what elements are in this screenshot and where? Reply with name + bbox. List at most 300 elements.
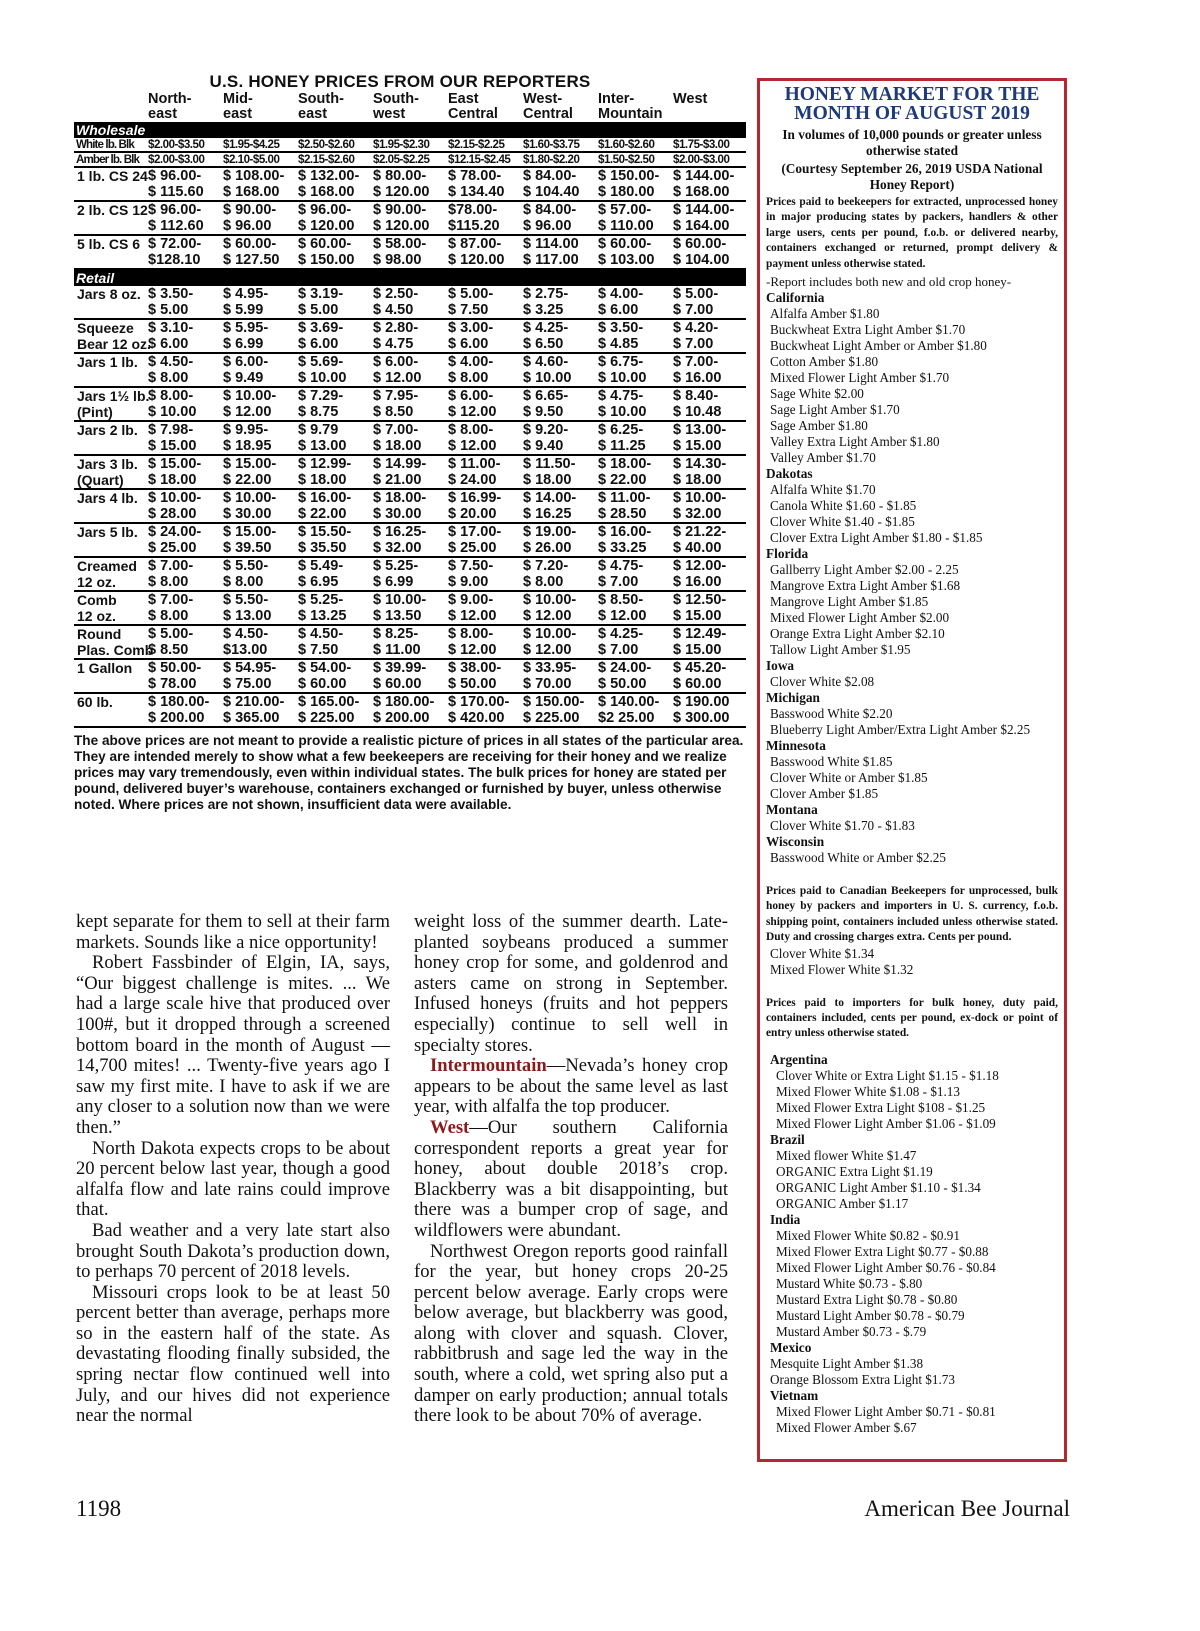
price-item: Sage Amber $1.80 <box>770 418 868 434</box>
price-row <box>74 489 746 523</box>
price-high: $ 96.00 <box>523 218 572 234</box>
price-item: Gallberry Light Amber $2.00 - 2.25 <box>770 562 959 578</box>
price-low: $ 5.49- <box>298 558 344 574</box>
price-low: $ 4.60- <box>523 354 569 370</box>
price-low: $ 150.00- <box>523 694 585 710</box>
price-low: $ 3.00- <box>448 320 494 336</box>
price-cell <box>521 625 596 659</box>
price-high: $ 8.75 <box>298 404 339 420</box>
price-high: $ 98.00 <box>373 252 422 268</box>
price-cell <box>671 353 746 387</box>
price-cell: $12.15-$2.45 <box>446 152 521 167</box>
row-label: White lb. Blk <box>74 138 146 152</box>
price-low: $ 6.75- <box>598 354 644 370</box>
price-cell <box>521 421 596 455</box>
price-cell <box>671 455 746 489</box>
price-cell <box>521 591 596 625</box>
price-cell <box>671 659 746 693</box>
price-high: $ 32.00 <box>373 540 422 556</box>
price-item: Mustard White $0.73 - $.80 <box>776 1275 923 1291</box>
price-low: $ 7.00- <box>148 558 194 574</box>
price-low: $ 96.00- <box>148 202 202 218</box>
price-low: $ 150.00- <box>598 168 660 184</box>
price-high: $ 32.00 <box>673 506 722 522</box>
price-high: $ 39.50 <box>223 540 272 556</box>
price-high: $ 12.00 <box>448 642 497 658</box>
price-high: $ 12.00 <box>448 438 497 454</box>
price-high: $ 7.00 <box>598 574 639 590</box>
price-low: $ 12.00- <box>673 558 727 574</box>
price-low: $ 39.99- <box>373 660 427 676</box>
price-row <box>74 319 746 353</box>
region-heading: Intermountain <box>430 1055 547 1077</box>
price-low: $ 16.25- <box>373 524 427 540</box>
price-low: $ 15.00- <box>148 456 202 472</box>
price-table-section <box>74 72 746 813</box>
price-row <box>74 387 746 421</box>
price-high: $ 15.00 <box>673 642 722 658</box>
price-cell: $1.75-$3.00 <box>671 138 746 152</box>
price-item: Clover White $1.40 - $1.85 <box>770 514 915 530</box>
price-cell <box>446 319 521 353</box>
price-low: $ 96.00- <box>148 168 202 184</box>
price-cell <box>296 319 371 353</box>
price-row <box>74 625 746 659</box>
price-low: $ 60.00- <box>673 236 727 252</box>
price-high: $ 30.00 <box>373 506 422 522</box>
price-cell <box>146 387 221 421</box>
price-cell <box>296 489 371 523</box>
price-low: $ 4.50- <box>148 354 194 370</box>
price-item: Valley Amber $1.70 <box>770 450 876 466</box>
article-paragraph: Robert Fassbinder of Elgin, IA, says, “Our biggest challenge is mites. ... We had a large scale hive that produced over 100#, but it dropped through a screened bottom board in the month of August — 14,700 mites! ... Twenty-five years ago I saw my first mite. I have to ask if we are any closer to a solution now than we were then.” <box>76 952 390 1138</box>
price-high: $ 5.00 <box>298 302 339 318</box>
price-cell <box>521 693 596 727</box>
price-cell: $2.00-$3.00 <box>671 152 746 167</box>
price-cell <box>521 286 596 319</box>
price-high: $ 120.00 <box>373 218 430 234</box>
price-cell <box>596 693 671 727</box>
price-cell <box>521 319 596 353</box>
row-label-line2: (Pint) <box>77 404 113 420</box>
price-cell <box>221 591 296 625</box>
column-header <box>596 92 671 122</box>
article-paragraph: Missouri crops look to be at least 50 percent better than average, perhaps more so in the eastern half of the state. As devastating flooding finally subsided, the spring nectar flow continued well into July, and our hives did not experience near the normal <box>76 1281 390 1427</box>
price-high: $ 96.00 <box>223 218 272 234</box>
price-low: $ 21.22- <box>673 524 727 540</box>
price-item: Basswood White or Amber $2.25 <box>770 850 946 866</box>
column-header <box>671 92 746 122</box>
state-heading: Wisconsin <box>766 834 825 850</box>
row-label-line1: Comb <box>77 592 117 608</box>
price-high: $ 60.00 <box>373 676 422 692</box>
price-item: Mixed Flower White $0.82 - $0.91 <box>776 1227 960 1243</box>
price-high: $ 7.50 <box>448 302 489 318</box>
price-low: $ 132.00- <box>298 168 360 184</box>
sidebar-title: HONEY MARKET FOR THE MONTH OF AUGUST 2019 <box>784 84 1040 124</box>
retail-section <box>74 269 746 286</box>
price-cell <box>221 557 296 591</box>
column-header-line1: Mid- <box>223 91 253 107</box>
price-high: $ 120.00 <box>298 218 355 234</box>
price-high: $ 180.00 <box>598 184 655 200</box>
price-item: ORGANIC Light Amber $1.10 - $1.34 <box>776 1179 981 1195</box>
price-item: Sage Light Amber $1.70 <box>770 402 900 418</box>
price-low: $ 2.50- <box>373 286 419 302</box>
price-high: $ 25.00 <box>148 540 197 556</box>
price-high: $ 7.00 <box>673 336 714 352</box>
price-low: $ 9.00- <box>448 592 494 608</box>
price-item: Alfalfa Amber $1.80 <box>770 306 880 322</box>
price-low: $ 18.00- <box>598 456 652 472</box>
column-header-line2: east <box>223 106 253 122</box>
price-low: $ 5.95- <box>223 320 269 336</box>
table-title: U.S. HONEY PRICES FROM OUR REPORTERS <box>209 72 591 91</box>
price-low: $ 18.00- <box>373 490 427 506</box>
price-row <box>74 201 746 235</box>
price-high: $ 9.00 <box>448 574 489 590</box>
price-high: $128.10 <box>148 252 201 268</box>
price-cell: $1.50-$2.50 <box>596 152 671 167</box>
price-high: $ 28.00 <box>148 506 197 522</box>
price-low: $ 7.50- <box>448 558 494 574</box>
column-header <box>521 92 596 122</box>
column-header-line2: west <box>373 106 406 122</box>
price-item: Clover White or Amber $1.85 <box>770 770 928 786</box>
import-country-list <box>766 1052 1058 1436</box>
row-label-line1: Jars 5 lb. <box>77 524 138 540</box>
price-low: $78.00- <box>448 202 498 218</box>
import-prices-note: Prices paid to importers for bulk honey, duty paid, containers included, cents per pound, ex-dock or point of entry unless otherwise stated. <box>766 996 1058 1040</box>
price-cell <box>371 693 446 727</box>
row-label-line2 <box>77 184 146 200</box>
price-row <box>74 353 746 387</box>
price-high: $ 10.48 <box>673 404 722 420</box>
price-high: $ 60.00 <box>298 676 347 692</box>
price-cell <box>596 387 671 421</box>
price-cell <box>221 659 296 693</box>
price-low: $ 10.00- <box>673 490 727 506</box>
price-item: Mesquite Light Amber $1.38 <box>770 1355 924 1371</box>
price-cell <box>221 489 296 523</box>
row-label-line1: Round <box>77 626 122 642</box>
price-item: Buckwheat Light Amber or Amber $1.80 <box>770 338 987 354</box>
price-low: $ 9.95- <box>223 422 269 438</box>
row-label <box>74 693 146 727</box>
price-cell <box>371 353 446 387</box>
price-high: $ 25.00 <box>448 540 497 556</box>
column-header-line1: South- <box>298 91 344 107</box>
price-cell <box>671 421 746 455</box>
price-item: ORGANIC Extra Light $1.19 <box>776 1163 933 1179</box>
price-item: Canola White $1.60 - $1.85 <box>770 498 917 514</box>
price-low: $ 54.95- <box>223 660 277 676</box>
price-high: $ 10.00 <box>148 404 197 420</box>
price-high: $ 110.00 <box>598 218 654 234</box>
price-low: $ 12.50- <box>673 592 727 608</box>
price-low: $ 96.00- <box>298 202 352 218</box>
price-high: $ 9.50 <box>523 404 564 420</box>
price-low: $ 58.00- <box>373 236 427 252</box>
price-high: $ 78.00 <box>148 676 197 692</box>
price-cell <box>296 235 371 269</box>
row-label <box>74 523 146 557</box>
price-high: $ 8.00 <box>148 608 189 624</box>
price-high: $ 9.49 <box>223 370 264 386</box>
price-cell <box>221 455 296 489</box>
column-header-line1: North- <box>148 91 192 107</box>
row-label <box>74 591 146 625</box>
price-high: $ 10.00 <box>598 370 647 386</box>
price-high: $ 3.25 <box>523 302 564 318</box>
paragraph-text: —Nevada’s honey crop appears to be about the same level as last year, with alfalfa the top producer. <box>414 1055 728 1118</box>
column-header-line2: east <box>148 106 178 122</box>
row-label-line2 <box>77 218 146 234</box>
price-cell <box>446 523 521 557</box>
price-low: $ 7.95- <box>373 388 419 404</box>
row-label-line1: 2 lb. CS 12 <box>77 202 148 218</box>
price-low: $ 4.50- <box>223 626 269 642</box>
price-high: $ 120.00 <box>448 252 505 268</box>
price-low: $ 45.20- <box>673 660 727 676</box>
price-cell <box>221 353 296 387</box>
row-label-line1: Jars 2 lb. <box>77 422 138 438</box>
price-high: $ 200.00 <box>373 710 430 726</box>
us-state-list <box>766 290 1058 866</box>
article-column-middle <box>414 912 728 1427</box>
price-cell <box>596 557 671 591</box>
column-header-line2: Central <box>523 106 573 122</box>
price-cell <box>296 353 371 387</box>
price-row <box>74 235 746 269</box>
row-label <box>74 201 146 235</box>
price-high: $ 168.00 <box>673 184 730 200</box>
price-low: $ 8.00- <box>148 388 194 404</box>
price-high: $ 18.00 <box>673 472 722 488</box>
price-low: $ 6.00- <box>223 354 269 370</box>
retail-section-label: Retail <box>74 269 746 286</box>
price-cell <box>521 489 596 523</box>
price-cell <box>296 455 371 489</box>
price-item: Mixed Flower White $1.08 - $1.13 <box>776 1083 960 1099</box>
row-label-line1: Squeeze <box>77 320 134 336</box>
price-cell <box>671 693 746 727</box>
price-low: $ 2.75- <box>523 286 569 302</box>
price-low: $ 80.00- <box>373 168 427 184</box>
price-low: $ 4.75- <box>598 388 644 404</box>
column-header <box>221 92 296 122</box>
column-header <box>446 92 521 122</box>
price-high: $ 8.00 <box>223 574 264 590</box>
price-low: $ 8.40- <box>673 388 719 404</box>
price-cell <box>296 387 371 421</box>
price-cell: $2.00-$3.50 <box>146 138 221 152</box>
price-cell <box>146 167 221 201</box>
row-label <box>74 387 150 421</box>
price-high: $ 6.00 <box>598 302 639 318</box>
price-cell <box>146 489 221 523</box>
price-cell <box>446 421 521 455</box>
price-low: $ 60.00- <box>298 236 352 252</box>
price-cell <box>596 421 671 455</box>
article-paragraph: weight loss of the summer dearth. Late-planted soybeans produced a summer honey crop for some, and goldenrod and asters came on strong in September. Infused honeys (fruits and hot peppers especially) continue to sell well in specialty stores. <box>414 911 728 1056</box>
price-high: $ 8.00 <box>523 574 564 590</box>
price-high: $ 13.00 <box>223 608 272 624</box>
price-cell <box>371 167 446 201</box>
price-low: $ 4.50- <box>298 626 344 642</box>
price-cell <box>146 319 221 353</box>
price-high: $ 7.50 <box>298 642 339 658</box>
price-high: $ 33.25 <box>598 540 647 556</box>
price-cell <box>371 387 446 421</box>
price-low: $ 15.00- <box>223 456 277 472</box>
wholesale-section <box>74 122 746 138</box>
price-cell <box>221 235 296 269</box>
price-cell <box>446 235 521 269</box>
price-high: $ 11.00 <box>373 642 421 658</box>
price-low: $ 4.75- <box>598 558 644 574</box>
price-low: $ 10.00- <box>523 626 577 642</box>
price-low: $ 3.69- <box>298 320 344 336</box>
canada-price-list <box>766 946 1058 978</box>
price-cell <box>671 201 746 235</box>
price-low: $ 5.50- <box>223 592 269 608</box>
price-low: $ 13.00- <box>673 422 727 438</box>
price-cell <box>521 523 596 557</box>
column-header-line1: Inter- <box>598 91 635 107</box>
price-cell <box>446 557 521 591</box>
price-high: $ 6.00 <box>448 336 489 352</box>
price-high: $ 9.40 <box>523 438 564 454</box>
price-item: Mixed Flower Extra Light $108 - $1.25 <box>776 1099 986 1115</box>
price-high: $ 11.25 <box>598 438 646 454</box>
row-label <box>74 455 146 489</box>
row-label-line2: Plas. Comb <box>77 642 154 658</box>
price-low: $ 170.00- <box>448 694 510 710</box>
price-high: $ 6.00 <box>298 336 339 352</box>
price-item: Mixed Flower Light Amber $0.76 - $0.84 <box>776 1259 996 1275</box>
price-row <box>74 659 746 693</box>
price-item: Mustard Light Amber $0.78 - $0.79 <box>776 1307 965 1323</box>
price-item: Buckwheat Extra Light Amber $1.70 <box>770 322 966 338</box>
price-cell <box>221 167 296 201</box>
price-cell <box>671 286 746 319</box>
price-low: $ 2.80- <box>373 320 419 336</box>
region-heading: West <box>430 1116 470 1138</box>
price-low: $ 5.00- <box>448 286 494 302</box>
price-item: Mangrove Extra Light Amber $1.68 <box>770 578 961 594</box>
price-low: $ 14.00- <box>523 490 577 506</box>
price-low: $ 54.00- <box>298 660 352 676</box>
price-cell <box>371 523 446 557</box>
row-label-line2 <box>77 540 146 556</box>
price-cell <box>596 455 671 489</box>
price-cell <box>671 591 746 625</box>
price-high: $ 8.50 <box>373 404 414 420</box>
paragraph-text: —Our southern California correspondent reports a great year for honey, about double 2018’s crop. Blackberry was a bit disappointing, but there was a bumper crop of sage, and wildflowers were abundant. <box>414 1116 728 1241</box>
price-cell <box>296 591 371 625</box>
price-cell <box>446 693 521 727</box>
row-label-line2: Bear 12 oz. <box>77 336 151 352</box>
column-header-line1: West- <box>523 91 563 107</box>
price-low: $ 6.00- <box>448 388 494 404</box>
price-low: $ 10.00- <box>223 490 277 506</box>
row-label-line1: Jars 3 lb. <box>77 456 138 472</box>
row-label-line1: 1 lb. CS 24 <box>77 168 148 184</box>
price-cell <box>146 591 221 625</box>
price-high: $ 300.00 <box>673 710 730 726</box>
row-label-line2 <box>77 506 146 522</box>
price-low: $ 6.00- <box>373 354 419 370</box>
price-low: $ 6.65- <box>523 388 569 404</box>
price-high: $ 12.00 <box>223 404 272 420</box>
state-heading: Dakotas <box>766 466 813 482</box>
price-high: $ 6.99 <box>373 574 414 590</box>
bulk-price-row <box>74 138 746 152</box>
price-item: Mixed Flower White $1.32 <box>770 961 914 977</box>
price-low: $ 8.25- <box>373 626 419 642</box>
price-high: $ 26.00 <box>523 540 572 556</box>
price-item: Basswood White $2.20 <box>770 706 893 722</box>
price-low: $ 9.79 <box>298 422 339 438</box>
article-paragraph: Northwest Oregon reports good rainfall for the year, but honey crops 20-25 percent below average. Early crops were below average, but blackberry was good, along with clover and squash. Clover, rabbitbrush and sage led the way in the south, where a cold, wet spring also put a damper on early production; annual totals there look to be about 70% of average. <box>414 1240 728 1427</box>
price-cell <box>671 387 746 421</box>
price-low: $ 33.95- <box>523 660 577 676</box>
state-heading: Iowa <box>766 658 795 674</box>
price-cell <box>596 523 671 557</box>
price-item: Mixed Flower Extra Light $0.77 - $0.88 <box>776 1243 989 1259</box>
price-low: $ 72.00- <box>148 236 202 252</box>
price-cell <box>221 523 296 557</box>
price-high: $ 18.00 <box>298 472 347 488</box>
price-high: $ 10.00 <box>298 370 347 386</box>
price-high: $ 8.00 <box>448 370 489 386</box>
price-low: $ 165.00- <box>298 694 360 710</box>
price-low: $ 57.00- <box>598 202 652 218</box>
price-cell <box>371 421 446 455</box>
price-high: $2 25.00 <box>598 710 655 726</box>
price-low: $ 11.00- <box>448 456 501 472</box>
row-label <box>74 625 154 659</box>
price-low: $ 210.00- <box>223 694 285 710</box>
price-row <box>74 167 746 201</box>
price-high: $ 28.50 <box>598 506 647 522</box>
column-header-line1: East <box>448 91 479 107</box>
price-low: $ 3.50- <box>598 320 644 336</box>
article-paragraph: Bad weather and a very late start also brought South Dakota’s production down, to perhaps 70 percent of 2018 levels. <box>76 1219 390 1283</box>
price-high: $ 104.00 <box>673 252 730 268</box>
price-cell <box>446 201 521 235</box>
price-cell <box>446 625 521 659</box>
price-item: Mixed Flower Light Amber $1.70 <box>770 370 950 386</box>
price-low: $ 144.00- <box>673 202 735 218</box>
price-high: $ 15.00 <box>673 608 722 624</box>
price-cell <box>521 201 596 235</box>
price-high: $ 5.99 <box>223 302 264 318</box>
price-table <box>74 92 746 728</box>
row-label <box>74 286 146 319</box>
price-high: $ 22.00 <box>598 472 647 488</box>
price-high: $ 18.00 <box>373 438 422 454</box>
price-high: $ 15.00 <box>148 438 197 454</box>
state-heading: Michigan <box>766 690 820 706</box>
canada-prices-note: Prices paid to Canadian Beekeepers for unprocessed, bulk honey by packers and importers in U. S. currency, f.o.b. shipping point, containers included unless otherwise stated. Duty and crossing charges extra. Cents per pound. <box>766 885 1058 944</box>
row-label-line2 <box>77 710 146 726</box>
price-cell <box>296 421 371 455</box>
price-low: $ 60.00- <box>223 236 277 252</box>
price-cell <box>296 693 371 727</box>
row-label-line1: 60 lb. <box>77 694 113 710</box>
